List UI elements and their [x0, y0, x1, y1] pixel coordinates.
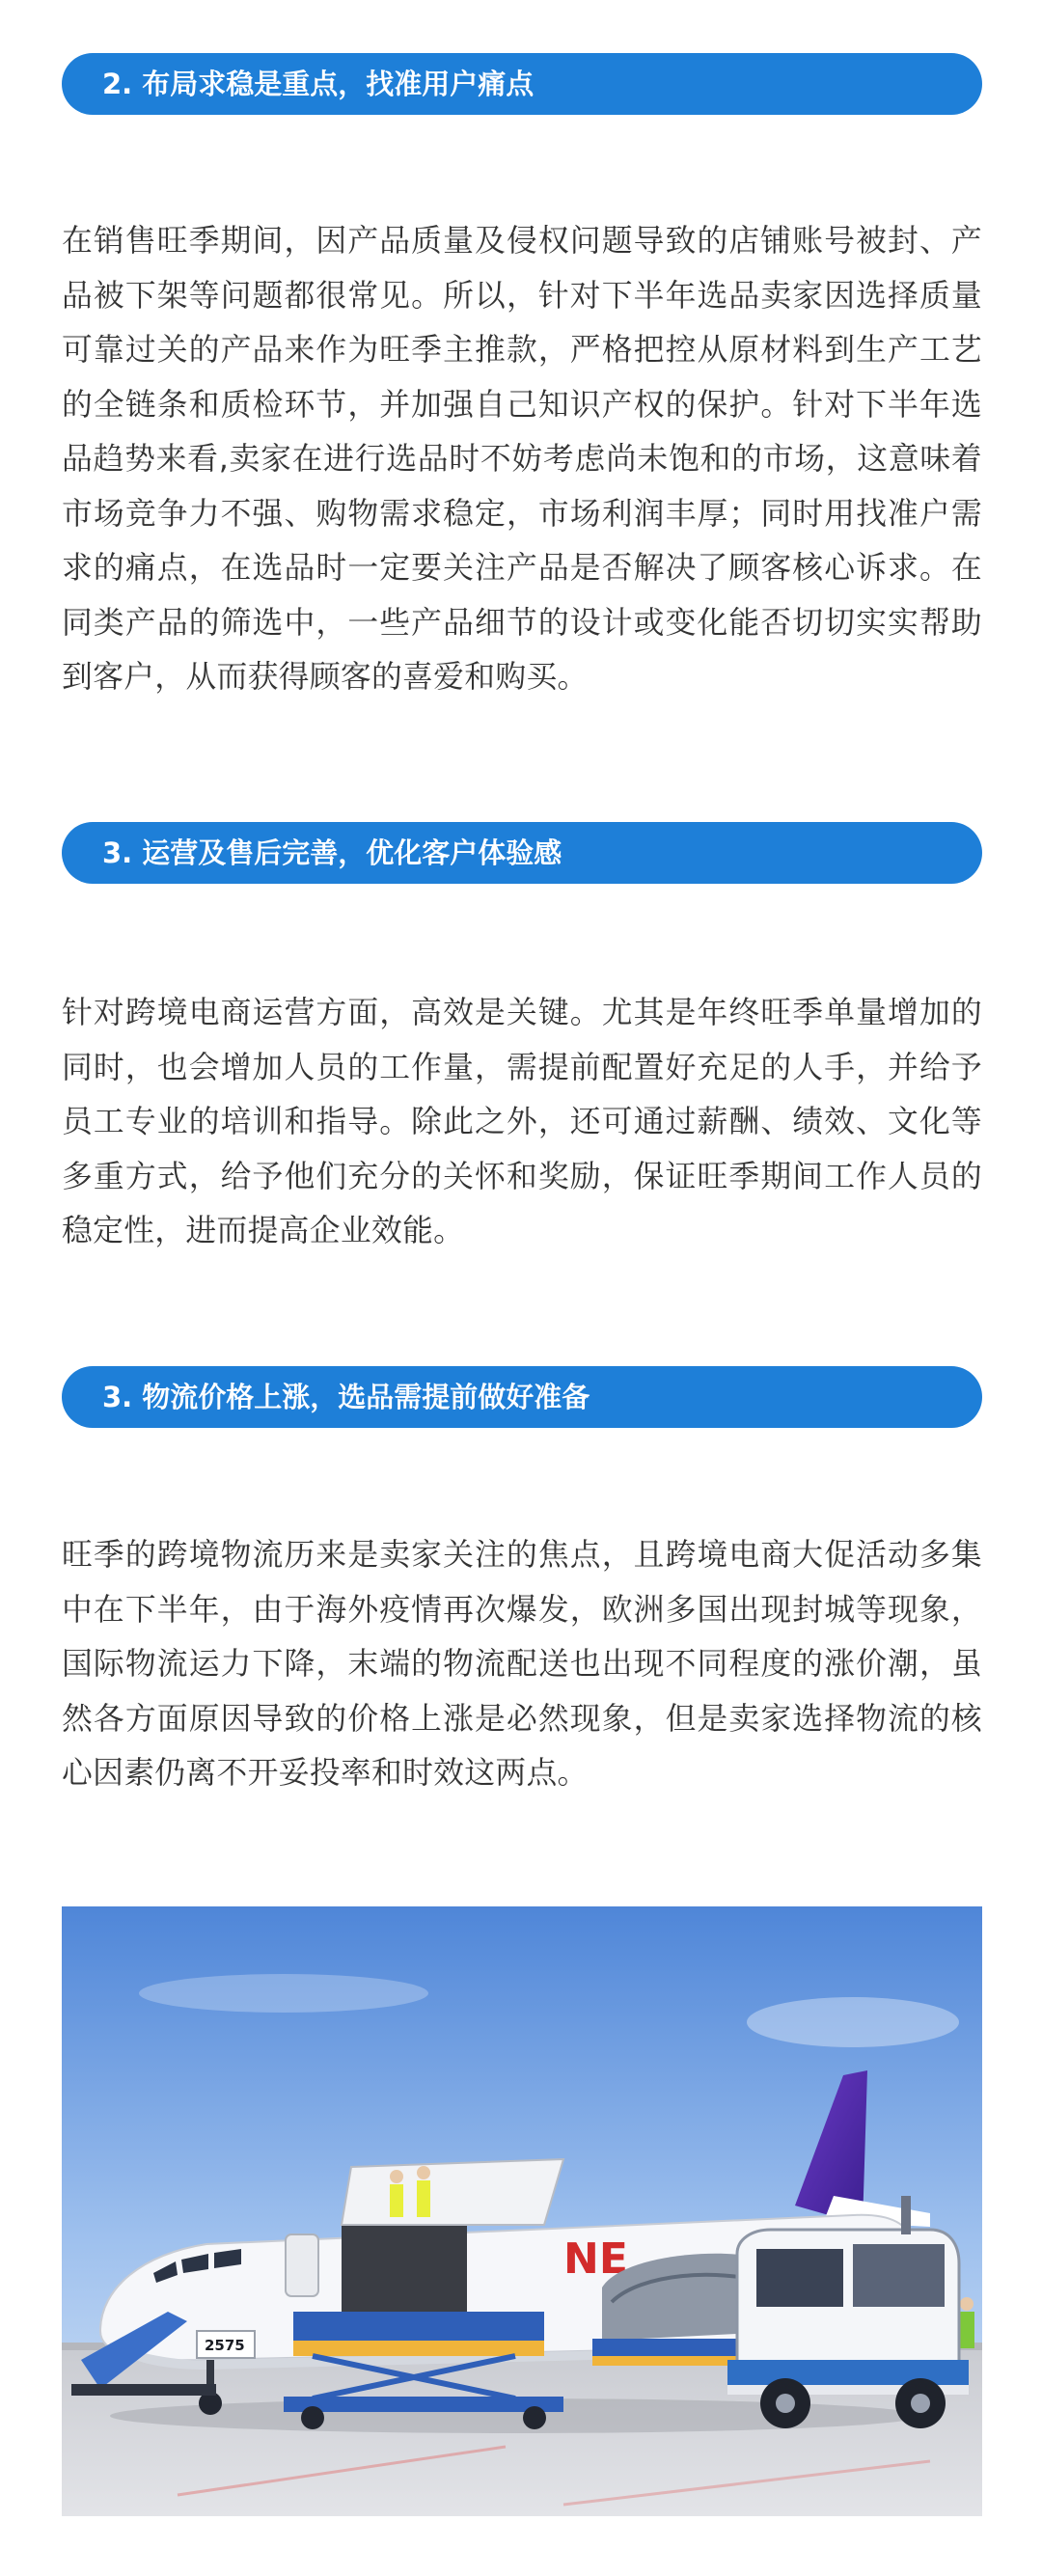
section-paragraph-layout: 在销售旺季期间，因产品质量及侵权问题导致的店铺账号被封、产品被下架等问题都很常见。所以，针对下半年选品卖家因选择质量可靠过关的产品来作为旺季主推款，严格把控从原材料到生产工艺的全链条和质检环节，并加强自己知识产权的保护。针对下半年选品趋势来看,卖家在进行选品时不妨考虑尚未饱和的市场，这意味着市场竞争力不强、购物需求稳定，市场利润丰厚；同时用找准户需求的痛点，在选品时一定要关注产品是否解决了顾客核心诉求。在同类产品的筛选中，一些产品细节的设计或变化能否切切实实帮助到客户，从而获得顾客的喜爱和购买。 [62, 223, 982, 695]
livery-text: NE [563, 2234, 628, 2284]
section-paragraph-operations: 针对跨境电商运营方面，高效是关键。尤其是年终旺季单量增加的同时，也会增加人员的工作量，需提前配置好充足的人手，并给予员工专业的培训和指导。除此之外，还可通过薪酬、绩效、文化等多重方式，给予他们充分的关怀和奖励，保证旺季期间工作人员的稳定性，进而提高企业效能。 [62, 995, 982, 1248]
section-heading-logistics: 3. 物流价格上涨，选品需提前做好准备 [62, 1366, 982, 1428]
section-heading-operations: 3. 运营及售后完善，优化客户体验感 [62, 822, 982, 884]
cargo-airplane-photo [62, 1906, 982, 2516]
section-heading-layout: 2. 布局求稳是重点，找准用户痛点 [62, 53, 982, 115]
section-paragraph-logistics: 旺季的跨境物流历来是卖家关注的焦点，且跨境电商大促活动多集中在下半年，由于海外疫情再次爆发，欧洲多国出现封城等现象，国际物流运力下降，末端的物流配送也出现不同程度的涨价潮，虽然各方面原因导致的价格上涨是必然现象，但是卖家选择物流的核心因素仍离不开妥投率和时效这两点。 [62, 1537, 982, 1791]
aircraft-number: 2575 [205, 2337, 245, 2354]
